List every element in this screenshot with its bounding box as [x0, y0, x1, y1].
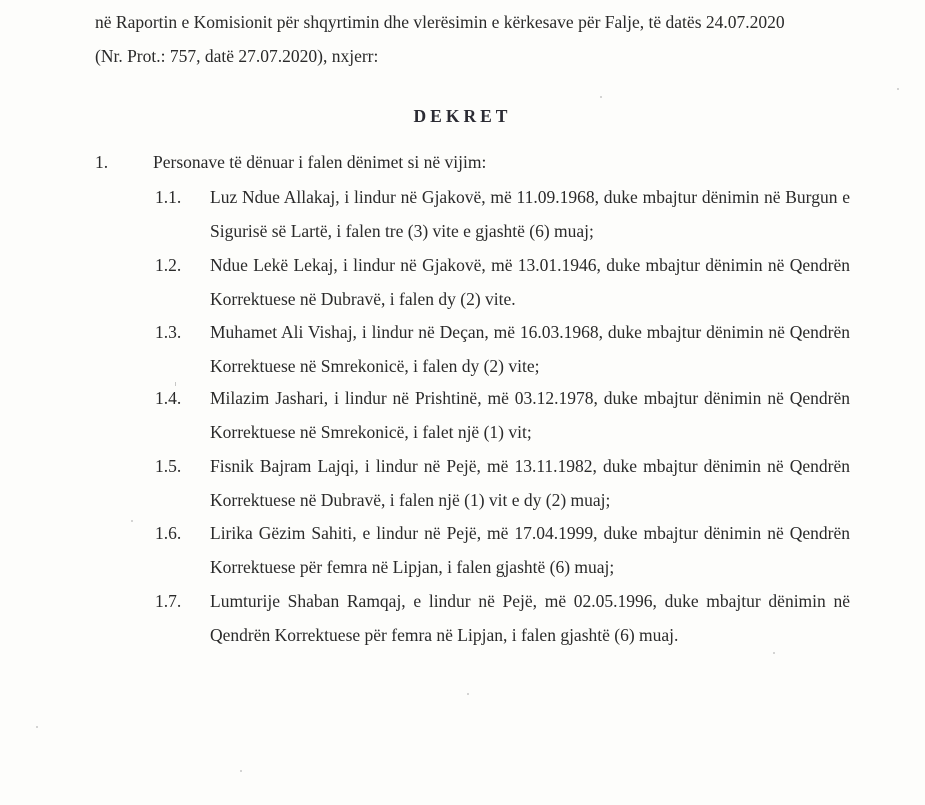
intro-paragraph: [95, 5, 875, 73]
subitem-number: 1.6.: [155, 523, 182, 543]
scan-speck: [773, 652, 775, 654]
subitem-text: Luz Ndue Allakaj, i lindur në Gjakovë, më 11.09.1968, duke mbajtur dënimin në Burgun e Sigurisë së Lartë, i falen tre (3) vite e gjashtë (6) muaj;: [210, 187, 850, 241]
scan-speck: [131, 520, 133, 522]
decree-title: DEKRET: [413, 106, 512, 126]
scan-speck: [600, 96, 602, 98]
subitem-text: Lirika Gëzim Sahiti, e lindur në Pejë, më 17.04.1999, duke mbajtur dënimin në Qendrën Korrektuese për femra në Lipjan, i falen gjashtë (6) muaj;: [210, 523, 850, 577]
subitem-number: 1.3.: [155, 322, 182, 342]
decree-item-1-number: 1.: [95, 152, 109, 172]
decree-item-1-text: Personave të dënuar i falen dënimet si në vijim:: [153, 152, 487, 172]
scan-speck: [36, 726, 38, 728]
subitem-text: Muhamet Ali Vishaj, i lindur në Deçan, më 16.03.1968, duke mbajtur dënimin në Qendrën Korrektuese në Smrekonicë, i falen dy (2) vite;: [210, 322, 850, 376]
intro-line-2: (Nr. Prot.: 757, datë 27.07.2020), nxjerr:: [95, 46, 379, 66]
subitem-number: 1.5.: [155, 456, 182, 476]
subitem-text: Ndue Lekë Lekaj, i lindur në Gjakovë, më 13.01.1946, duke mbajtur dënimin në Qendrën Korrektuese në Dubravë, i falen dy (2) vite.: [210, 255, 850, 309]
scan-speck: [175, 382, 176, 386]
subitem-number: 1.7.: [155, 591, 182, 611]
subitem-text: Fisnik Bajram Lajqi, i lindur në Pejë, më 13.11.1982, duke mbajtur dënimin në Qendrën Korrektuese në Dubravë, i falen një (1) vit e dy (2) muaj;: [210, 456, 850, 510]
intro-line-1: në Raportin e Komisionit për shqyrtimin dhe vlerësimin e kërkesave për Falje, të datës 24.07.2020: [95, 12, 785, 32]
subitem-number: 1.1.: [155, 187, 182, 207]
subitem-number: 1.4.: [155, 388, 182, 408]
scan-speck: [897, 88, 899, 90]
subitem-text: Milazim Jashari, i lindur në Prishtinë, më 03.12.1978, duke mbajtur dënimin në Qendrën Korrektuese në Smrekonicë, i falet një (1) vit;: [210, 388, 850, 442]
scan-speck: [467, 693, 469, 695]
subitem-number: 1.2.: [155, 255, 182, 275]
subitem-text: Lumturije Shaban Ramqaj, e lindur në Pejë, më 02.05.1996, duke mbajtur dënimin në Qendrën Korrektuese për femra në Lipjan, i falen gjashtë (6) muaj.: [210, 591, 850, 645]
scan-speck: [240, 770, 242, 772]
